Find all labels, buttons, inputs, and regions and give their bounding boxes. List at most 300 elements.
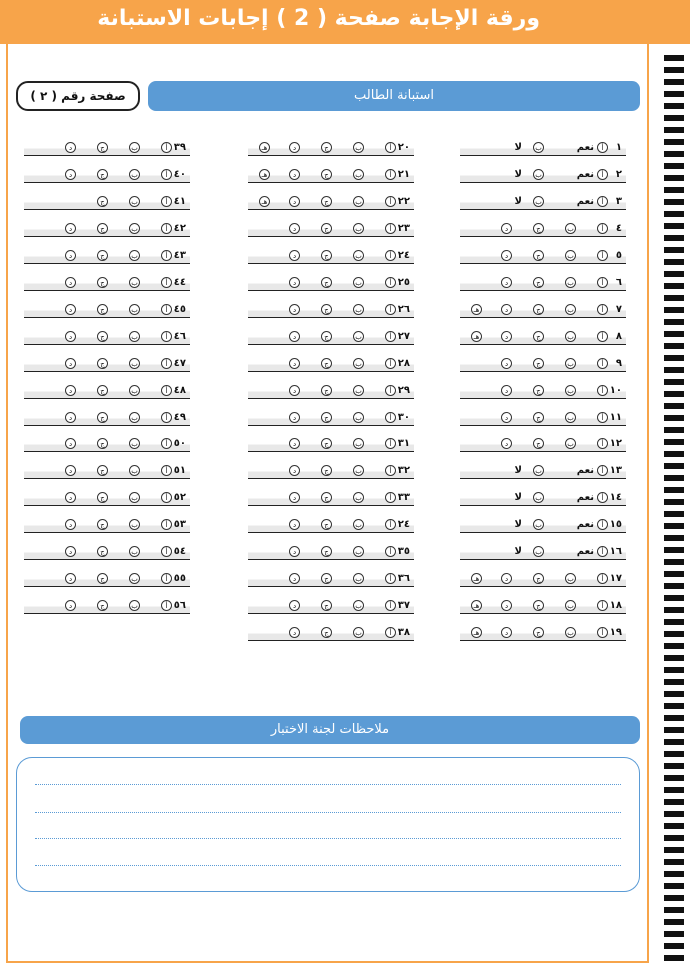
- answer-bubble[interactable]: أ: [161, 169, 172, 180]
- answer-bubble[interactable]: ب: [353, 250, 364, 261]
- answer-bubble[interactable]: أ: [385, 277, 396, 288]
- answer-bubble[interactable]: ج: [97, 600, 108, 611]
- answer-bubble[interactable]: أ: [385, 573, 396, 584]
- answer-row: [248, 464, 414, 479]
- question-number: ٤٩: [173, 411, 186, 423]
- question-number: ٤٢: [173, 222, 186, 234]
- answer-row: [460, 464, 626, 479]
- answer-bubble[interactable]: ب: [353, 385, 364, 396]
- question-number: ٢٤: [397, 519, 410, 531]
- answer-bubble[interactable]: أ: [385, 385, 396, 396]
- answer-bubble[interactable]: د: [65, 169, 76, 180]
- answer-bubble[interactable]: د: [65, 546, 76, 557]
- question-number: ٣٩: [173, 142, 186, 153]
- question-number: ٨: [615, 330, 622, 342]
- question-number: ٢٥: [397, 276, 410, 288]
- answer-bubble[interactable]: ب: [129, 600, 140, 611]
- answer-bubble[interactable]: د: [501, 331, 512, 342]
- answer-bubble[interactable]: ج: [533, 358, 544, 369]
- answer-bubble[interactable]: ج: [321, 331, 332, 342]
- no-label: لا: [514, 519, 522, 531]
- answer-bubble[interactable]: ب: [533, 546, 544, 557]
- answer-row: [248, 303, 414, 318]
- answer-bubble[interactable]: أ: [161, 465, 172, 476]
- answer-bubble[interactable]: ب: [353, 304, 364, 315]
- answer-bubble[interactable]: ج: [321, 573, 332, 584]
- answer-bubble[interactable]: د: [65, 385, 76, 396]
- answer-bubble[interactable]: د: [65, 223, 76, 234]
- answer-bubble[interactable]: د: [289, 223, 300, 234]
- question-number: ١: [615, 142, 622, 153]
- answer-bubble[interactable]: أ: [597, 465, 608, 476]
- answer-bubble[interactable]: ج: [97, 169, 108, 180]
- notes-section-title: ملاحظات لجنة الاختبار: [20, 716, 640, 744]
- answer-bubble[interactable]: ب: [533, 465, 544, 476]
- question-number: ٥: [615, 249, 622, 261]
- question-number: ٤٨: [173, 384, 186, 396]
- answer-bubble[interactable]: د: [289, 385, 300, 396]
- answer-bubble[interactable]: ج: [97, 277, 108, 288]
- question-number: ١٠: [609, 384, 622, 396]
- yes-label: نعم: [576, 492, 594, 504]
- answer-bubble[interactable]: ب: [353, 169, 364, 180]
- answer-row: [24, 411, 190, 426]
- question-number: ٥٥: [173, 573, 186, 585]
- answer-row: [24, 276, 190, 291]
- answer-bubble[interactable]: د: [65, 250, 76, 261]
- answer-bubble[interactable]: ب: [353, 277, 364, 288]
- answer-bubble[interactable]: ج: [321, 412, 332, 423]
- answer-bubble[interactable]: هـ: [471, 304, 482, 315]
- answer-bubble[interactable]: أ: [597, 142, 608, 153]
- answer-bubble[interactable]: ج: [321, 169, 332, 180]
- answer-bubble[interactable]: أ: [161, 600, 172, 611]
- answer-bubble[interactable]: ج: [321, 196, 332, 207]
- answer-bubble[interactable]: ج: [533, 331, 544, 342]
- answer-bubble[interactable]: د: [289, 438, 300, 449]
- answer-bubble[interactable]: ب: [565, 277, 576, 288]
- question-number: ١٢: [609, 438, 622, 450]
- answer-bubble[interactable]: ج: [321, 600, 332, 611]
- answer-row: [24, 437, 190, 452]
- answer-bubble[interactable]: د: [65, 331, 76, 342]
- answer-bubble[interactable]: د: [289, 196, 300, 207]
- answer-bubble[interactable]: أ: [161, 492, 172, 503]
- question-number: ١٦: [609, 546, 622, 558]
- answer-bubble[interactable]: ب: [353, 358, 364, 369]
- answer-row: [248, 626, 414, 641]
- question-number: ٥٤: [173, 546, 186, 558]
- question-number: ٤١: [173, 195, 186, 207]
- answer-bubble[interactable]: أ: [597, 438, 608, 449]
- answer-bubble[interactable]: ج: [97, 250, 108, 261]
- answer-bubble[interactable]: أ: [597, 546, 608, 557]
- answer-bubble[interactable]: أ: [385, 331, 396, 342]
- answer-bubble[interactable]: د: [65, 304, 76, 315]
- answer-bubble[interactable]: ج: [321, 438, 332, 449]
- answer-bubble[interactable]: د: [289, 250, 300, 261]
- answer-bubble[interactable]: أ: [597, 331, 608, 342]
- answer-bubble[interactable]: أ: [597, 573, 608, 584]
- answer-bubble[interactable]: ج: [533, 250, 544, 261]
- answer-bubble[interactable]: هـ: [259, 196, 270, 207]
- answer-bubble[interactable]: د: [65, 277, 76, 288]
- answer-bubble[interactable]: أ: [385, 492, 396, 503]
- answer-row: [460, 437, 626, 452]
- answer-bubble[interactable]: د: [289, 169, 300, 180]
- answer-bubble[interactable]: د: [501, 412, 512, 423]
- answer-bubble[interactable]: ب: [565, 250, 576, 261]
- answer-bubble[interactable]: أ: [597, 250, 608, 261]
- question-number: ٣٧: [397, 600, 410, 612]
- answer-row: [460, 518, 626, 533]
- answer-bubble[interactable]: أ: [385, 250, 396, 261]
- answer-bubble[interactable]: ب: [565, 304, 576, 315]
- answer-bubble[interactable]: ج: [533, 223, 544, 234]
- answer-bubble[interactable]: د: [289, 358, 300, 369]
- answer-bubble[interactable]: ب: [565, 358, 576, 369]
- answer-bubble[interactable]: ج: [533, 304, 544, 315]
- answer-bubble[interactable]: ب: [129, 223, 140, 234]
- answer-bubble[interactable]: ج: [321, 492, 332, 503]
- answer-bubble[interactable]: ج: [97, 196, 108, 207]
- question-number: ٤٦: [173, 330, 186, 342]
- yes-label: نعم: [576, 519, 594, 531]
- answer-bubble[interactable]: ج: [321, 250, 332, 261]
- answer-row: [460, 599, 626, 614]
- answer-bubble[interactable]: ب: [129, 331, 140, 342]
- answer-bubble[interactable]: د: [65, 465, 76, 476]
- answer-bubble[interactable]: أ: [161, 331, 172, 342]
- answer-bubble[interactable]: أ: [385, 600, 396, 611]
- answer-row: [248, 249, 414, 264]
- answer-bubble[interactable]: أ: [597, 519, 608, 530]
- answer-bubble[interactable]: د: [65, 358, 76, 369]
- answer-bubble[interactable]: أ: [597, 196, 608, 207]
- answer-bubble[interactable]: د: [501, 600, 512, 611]
- answer-bubble[interactable]: أ: [161, 412, 172, 423]
- answer-row: [460, 491, 626, 506]
- answer-row: [248, 437, 414, 452]
- answer-bubble[interactable]: ج: [97, 573, 108, 584]
- answer-bubble[interactable]: ب: [129, 465, 140, 476]
- answer-bubble[interactable]: د: [289, 519, 300, 530]
- answer-bubble[interactable]: ب: [353, 546, 364, 557]
- question-number: ٣: [615, 195, 622, 207]
- question-number: ٤٥: [173, 303, 186, 315]
- answer-bubble[interactable]: ج: [97, 465, 108, 476]
- answer-bubble[interactable]: أ: [385, 519, 396, 530]
- yes-label: نعم: [576, 465, 594, 477]
- answer-bubble[interactable]: أ: [597, 627, 608, 638]
- answer-row: [24, 572, 190, 587]
- question-number: ٢٤: [397, 249, 410, 261]
- answer-bubble[interactable]: ب: [129, 412, 140, 423]
- answer-bubble[interactable]: ب: [353, 519, 364, 530]
- question-number: ٣٠: [397, 411, 410, 423]
- answer-bubble[interactable]: ج: [97, 492, 108, 503]
- answer-bubble[interactable]: د: [289, 304, 300, 315]
- answer-row: [248, 411, 414, 426]
- answer-bubble[interactable]: د: [289, 412, 300, 423]
- answer-bubble[interactable]: أ: [385, 358, 396, 369]
- answer-bubble[interactable]: د: [501, 358, 512, 369]
- answer-bubble[interactable]: د: [501, 304, 512, 315]
- answer-bubble[interactable]: ب: [565, 385, 576, 396]
- answer-bubble[interactable]: ب: [129, 438, 140, 449]
- answer-bubble[interactable]: ب: [129, 169, 140, 180]
- answer-row: [24, 222, 190, 237]
- answer-bubble[interactable]: ب: [353, 331, 364, 342]
- answer-row: [24, 330, 190, 345]
- answer-bubble[interactable]: أ: [597, 223, 608, 234]
- answer-bubble[interactable]: ب: [353, 573, 364, 584]
- answer-row: [460, 222, 626, 237]
- answer-bubble[interactable]: ج: [533, 277, 544, 288]
- answer-bubble[interactable]: ج: [533, 600, 544, 611]
- answer-row: [24, 141, 190, 156]
- question-number: ٧: [615, 303, 622, 315]
- answer-bubble[interactable]: د: [65, 600, 76, 611]
- answer-bubble[interactable]: ج: [321, 358, 332, 369]
- answer-row: [460, 357, 626, 372]
- answer-row: [248, 545, 414, 560]
- answer-bubble[interactable]: ج: [97, 546, 108, 557]
- answer-bubble[interactable]: أ: [161, 304, 172, 315]
- answer-bubble[interactable]: د: [501, 223, 512, 234]
- answer-bubble[interactable]: هـ: [471, 600, 482, 611]
- no-label: لا: [514, 168, 522, 180]
- answer-bubble[interactable]: هـ: [471, 627, 482, 638]
- answer-bubble[interactable]: أ: [161, 277, 172, 288]
- answer-bubble[interactable]: أ: [161, 358, 172, 369]
- answer-bubble[interactable]: أ: [385, 412, 396, 423]
- answer-bubble[interactable]: ج: [533, 573, 544, 584]
- question-number: ١٩: [609, 627, 622, 639]
- answer-bubble[interactable]: ب: [533, 492, 544, 503]
- answer-bubble[interactable]: أ: [597, 600, 608, 611]
- answer-bubble[interactable]: ج: [321, 142, 332, 153]
- answer-bubble[interactable]: د: [65, 492, 76, 503]
- answer-bubble[interactable]: ج: [533, 627, 544, 638]
- question-number: ٤٧: [173, 357, 186, 369]
- answer-bubble[interactable]: ج: [97, 358, 108, 369]
- answer-bubble[interactable]: ب: [129, 142, 140, 153]
- answer-bubble[interactable]: أ: [385, 142, 396, 153]
- yes-label: نعم: [576, 168, 594, 180]
- answer-bubble[interactable]: ب: [129, 573, 140, 584]
- question-number: ٣٢: [397, 465, 410, 477]
- answer-bubble[interactable]: د: [289, 600, 300, 611]
- answer-bubble[interactable]: أ: [385, 304, 396, 315]
- answer-bubble[interactable]: هـ: [259, 169, 270, 180]
- answer-bubble[interactable]: أ: [597, 492, 608, 503]
- answer-bubble[interactable]: ب: [565, 331, 576, 342]
- answer-row: [248, 168, 414, 183]
- answer-bubble[interactable]: ج: [321, 277, 332, 288]
- answer-row: [24, 491, 190, 506]
- answer-bubble[interactable]: ب: [129, 385, 140, 396]
- answer-bubble[interactable]: ب: [129, 304, 140, 315]
- question-number: ١١: [609, 411, 622, 423]
- answer-row: [24, 464, 190, 479]
- answer-bubble[interactable]: ج: [97, 438, 108, 449]
- answer-bubble[interactable]: أ: [161, 519, 172, 530]
- answer-bubble[interactable]: هـ: [259, 142, 270, 153]
- answer-bubble[interactable]: ب: [129, 546, 140, 557]
- answer-bubble[interactable]: ب: [353, 600, 364, 611]
- no-label: لا: [514, 195, 522, 207]
- answer-bubble[interactable]: د: [65, 438, 76, 449]
- question-number: ٣٥: [397, 546, 410, 558]
- answer-bubble[interactable]: أ: [161, 196, 172, 207]
- answer-bubble[interactable]: د: [501, 250, 512, 261]
- answer-bubble[interactable]: ب: [129, 519, 140, 530]
- answer-bubble[interactable]: ج: [321, 223, 332, 234]
- answer-row: [248, 195, 414, 210]
- answer-bubble[interactable]: ب: [353, 196, 364, 207]
- answer-bubble[interactable]: أ: [385, 196, 396, 207]
- answer-bubble[interactable]: ج: [533, 412, 544, 423]
- answer-bubble[interactable]: د: [289, 277, 300, 288]
- answer-bubble[interactable]: ب: [129, 250, 140, 261]
- answer-row: [24, 599, 190, 614]
- answer-bubble[interactable]: ب: [353, 465, 364, 476]
- answer-bubble[interactable]: ب: [565, 627, 576, 638]
- answer-bubble[interactable]: ج: [97, 223, 108, 234]
- answer-bubble[interactable]: ب: [353, 492, 364, 503]
- question-number: ٣٦: [397, 573, 410, 585]
- answer-bubble[interactable]: أ: [597, 358, 608, 369]
- answer-bubble[interactable]: ب: [353, 438, 364, 449]
- answer-bubble[interactable]: د: [65, 142, 76, 153]
- answer-bubble[interactable]: ب: [533, 142, 544, 153]
- answer-bubble[interactable]: د: [65, 519, 76, 530]
- answer-bubble[interactable]: أ: [597, 169, 608, 180]
- answer-bubble[interactable]: د: [289, 142, 300, 153]
- answer-bubble[interactable]: أ: [597, 277, 608, 288]
- answer-bubble[interactable]: د: [289, 331, 300, 342]
- survey-section-title: استبانة الطالب: [148, 81, 640, 111]
- answer-bubble[interactable]: ج: [321, 519, 332, 530]
- answer-bubble[interactable]: ج: [321, 627, 332, 638]
- answer-bubble[interactable]: د: [289, 573, 300, 584]
- answer-bubble[interactable]: أ: [161, 438, 172, 449]
- answer-bubble[interactable]: ب: [565, 600, 576, 611]
- answer-bubble[interactable]: أ: [385, 438, 396, 449]
- answer-row: [24, 249, 190, 264]
- answer-bubble[interactable]: ج: [97, 142, 108, 153]
- answer-bubble[interactable]: د: [501, 627, 512, 638]
- answer-bubble[interactable]: د: [501, 277, 512, 288]
- answer-bubble[interactable]: أ: [161, 223, 172, 234]
- answer-bubble[interactable]: أ: [385, 546, 396, 557]
- answer-bubble[interactable]: ج: [321, 385, 332, 396]
- answer-bubble[interactable]: ج: [97, 331, 108, 342]
- answer-bubble[interactable]: ب: [565, 573, 576, 584]
- answer-bubble[interactable]: ب: [533, 169, 544, 180]
- notes-box[interactable]: [16, 757, 640, 892]
- answer-row: [460, 303, 626, 318]
- answer-bubble[interactable]: أ: [597, 385, 608, 396]
- answer-bubble[interactable]: د: [65, 573, 76, 584]
- question-number: ١٤: [609, 492, 622, 504]
- question-number: ٤٣: [173, 249, 186, 261]
- answer-bubble[interactable]: ب: [353, 627, 364, 638]
- answer-bubble[interactable]: ج: [533, 385, 544, 396]
- answer-bubble[interactable]: ج: [321, 546, 332, 557]
- answer-bubble[interactable]: ب: [129, 358, 140, 369]
- answer-bubble[interactable]: أ: [161, 573, 172, 584]
- answer-bubble[interactable]: د: [501, 438, 512, 449]
- answer-bubble[interactable]: ب: [353, 142, 364, 153]
- answer-bubble[interactable]: أ: [597, 412, 608, 423]
- question-number: ١٨: [609, 600, 622, 612]
- answer-bubble[interactable]: ب: [565, 412, 576, 423]
- answer-bubble[interactable]: د: [501, 573, 512, 584]
- answer-bubble[interactable]: د: [289, 546, 300, 557]
- answer-bubble[interactable]: د: [289, 465, 300, 476]
- answer-bubble[interactable]: أ: [385, 169, 396, 180]
- answer-bubble[interactable]: د: [289, 627, 300, 638]
- answer-bubble[interactable]: ب: [565, 438, 576, 449]
- answer-bubble[interactable]: ب: [353, 223, 364, 234]
- answer-bubble[interactable]: هـ: [471, 331, 482, 342]
- answer-bubble[interactable]: هـ: [471, 573, 482, 584]
- question-number: ٥١: [173, 465, 186, 477]
- answer-bubble[interactable]: ج: [97, 385, 108, 396]
- answer-bubble[interactable]: ج: [321, 304, 332, 315]
- answer-bubble[interactable]: أ: [597, 304, 608, 315]
- answer-bubble[interactable]: أ: [161, 546, 172, 557]
- answer-bubble[interactable]: ب: [565, 223, 576, 234]
- no-label: لا: [514, 546, 522, 558]
- answer-row: [460, 330, 626, 345]
- answer-bubble[interactable]: ب: [353, 412, 364, 423]
- answer-bubble[interactable]: ج: [97, 519, 108, 530]
- note-line: [35, 838, 621, 839]
- answer-row: [460, 141, 626, 156]
- question-number: ٢١: [397, 168, 410, 180]
- answer-bubble[interactable]: أ: [385, 223, 396, 234]
- answer-bubble[interactable]: د: [501, 385, 512, 396]
- answer-bubble[interactable]: ب: [129, 277, 140, 288]
- answer-row: [24, 168, 190, 183]
- spiral-binding: [664, 55, 684, 965]
- question-number: ٢٢: [397, 195, 410, 207]
- answer-bubble[interactable]: ب: [533, 196, 544, 207]
- answer-bubble[interactable]: أ: [161, 385, 172, 396]
- question-number: ١٣: [609, 465, 622, 477]
- answer-row: [24, 357, 190, 372]
- answer-bubble[interactable]: د: [289, 492, 300, 503]
- answer-bubble[interactable]: ب: [129, 492, 140, 503]
- question-number: ٢٨: [397, 357, 410, 369]
- answer-bubble[interactable]: د: [65, 412, 76, 423]
- answer-row: [460, 626, 626, 641]
- answer-bubble[interactable]: أ: [385, 627, 396, 638]
- answer-bubble[interactable]: أ: [161, 142, 172, 153]
- answer-bubble[interactable]: ج: [97, 304, 108, 315]
- answer-bubble[interactable]: أ: [385, 465, 396, 476]
- answer-bubble[interactable]: ب: [533, 519, 544, 530]
- answer-bubble[interactable]: ج: [321, 465, 332, 476]
- question-number: ٣١: [397, 438, 410, 450]
- answer-bubble[interactable]: ب: [129, 196, 140, 207]
- answer-bubble[interactable]: ج: [97, 412, 108, 423]
- answer-bubble[interactable]: ج: [533, 438, 544, 449]
- answer-bubble[interactable]: أ: [161, 250, 172, 261]
